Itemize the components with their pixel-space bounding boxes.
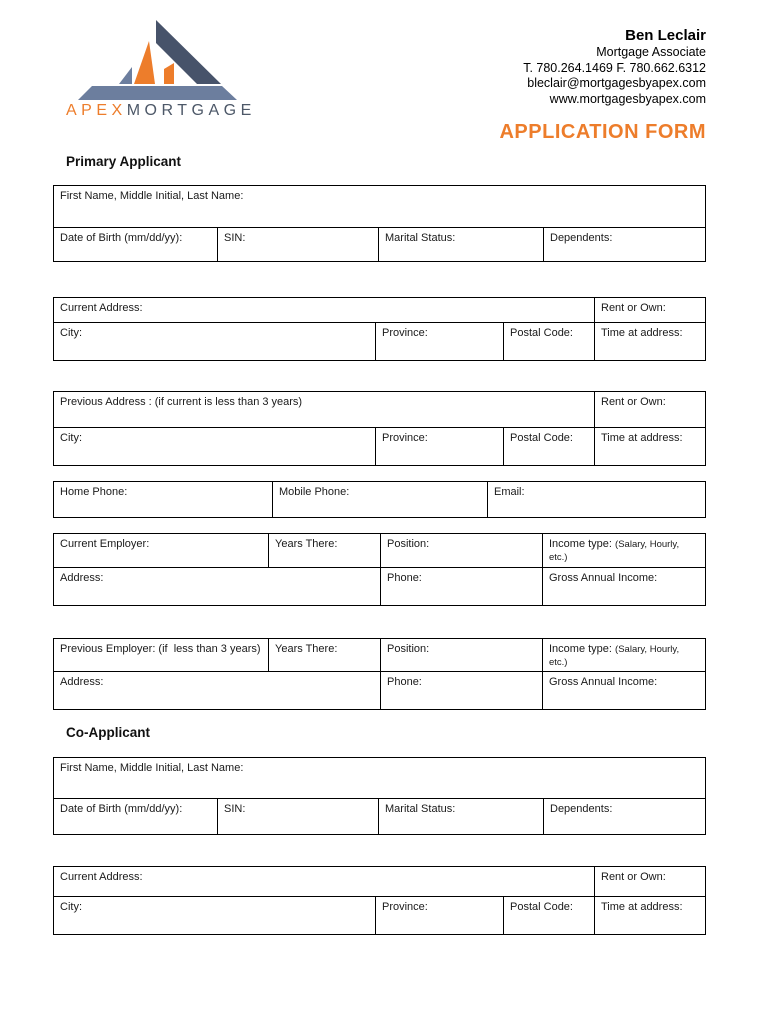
field-rent-or-own[interactable] [595,298,705,323]
field-label: Postal Code: [510,432,573,444]
field-label: Date of Birth (mm/dd/yy): [60,803,183,815]
field-sin[interactable] [218,228,379,261]
field-label: Postal Code: [510,327,573,339]
field-label: Province: [382,901,428,913]
field-label: First Name, Middle Initial, Last Name: [60,190,244,202]
field-previous-employer[interactable] [54,639,269,672]
co-applicant-heading: Co-Applicant [66,725,150,740]
primary-applicant-heading: Primary Applicant [66,154,182,169]
co-field-rent-or-own[interactable] [595,867,705,897]
field-label: SIN: [224,803,246,815]
field-label: Previous Employer: (if less than 3 years) [60,643,261,655]
logo-base-strip-shape [78,86,237,100]
field-label: Home Phone: [60,486,128,498]
field-label: Gross Annual Income: [549,676,658,688]
field-label: Income type: [549,643,612,655]
field-label: Marital Status: [385,232,456,244]
co-field-province[interactable] [376,897,504,934]
field-city[interactable] [54,428,376,465]
agent-phone-fax: T. 780.264.1469 F. 780.662.6312 [523,60,706,75]
brand-mortgage-text: MORTGAGE [126,102,256,119]
primary-name-table [53,185,706,262]
co-current-address-table [53,866,706,935]
logo-large-triangle-shape [134,41,155,84]
contact-block [523,27,706,107]
logo-small-triangle-shape [119,67,132,84]
field-position[interactable] [381,639,543,672]
field-email[interactable] [488,482,705,517]
field-employer-phone[interactable] [381,568,543,605]
field-label: Date of Birth (mm/dd/yy): [60,232,183,244]
field-label: Mobile Phone: [279,486,350,498]
field-label: Rent or Own: [601,871,666,883]
field-dependents[interactable] [544,228,705,261]
co-field-dependents[interactable] [544,799,705,834]
field-label: City: [60,327,82,339]
field-home-phone[interactable] [54,482,273,517]
field-postal-code[interactable] [504,323,595,360]
field-label: Time at address: [601,901,683,913]
field-city[interactable] [54,323,376,360]
field-position[interactable] [381,534,543,568]
field-marital-status[interactable] [379,228,544,261]
co-field-postal-code[interactable] [504,897,595,934]
primary-previous-address-table [53,391,706,466]
co-field-marital-status[interactable] [379,799,544,834]
field-label: First Name, Middle Initial, Last Name: [60,762,244,774]
field-label: Years There: [275,538,338,550]
form-title: APPLICATION FORM [499,121,706,143]
brand-wordmark [66,102,256,120]
field-label: Email: [494,486,525,498]
co-field-city[interactable] [54,897,376,934]
field-time-at-address[interactable] [595,428,705,465]
field-current-address[interactable] [54,298,595,323]
field-province[interactable] [376,428,504,465]
agent-name: Ben Leclair [625,27,706,44]
field-label: Postal Code: [510,901,573,913]
field-label: Dependents: [550,803,613,815]
co-field-first-middle-last-name[interactable] [54,758,705,799]
field-label: Address: [60,676,104,688]
primary-current-employer-table [53,533,706,606]
field-mobile-phone[interactable] [273,482,488,517]
co-field-time-at-address[interactable] [595,897,705,934]
field-label-hint: (Salary, Hourly, etc.) [549,539,682,563]
field-income-type[interactable] [543,639,705,672]
agent-website: www.mortgagesbyapex.com [549,91,706,106]
field-label: Time at address: [601,432,683,444]
field-date-of-birth[interactable] [54,228,218,261]
field-label: Current Employer: [60,538,150,550]
field-label: City: [60,432,82,444]
field-label: Phone: [387,676,422,688]
field-label-hint: (Salary, Hourly, etc.) [549,644,682,668]
brand-apex-text: APEX [66,102,127,119]
field-label: Current Address: [60,302,143,314]
primary-current-address-table [53,297,706,361]
field-years-there[interactable] [269,534,381,568]
field-label: Dependents: [550,232,613,244]
co-name-table [53,757,706,835]
apex-mortgage-logo [76,14,241,102]
field-province[interactable] [376,323,504,360]
field-rent-or-own[interactable] [595,392,705,428]
co-field-date-of-birth[interactable] [54,799,218,834]
field-years-there[interactable] [269,639,381,672]
primary-phone-table [53,481,706,518]
logo-bar-shape [164,63,174,84]
field-label: Position: [387,643,430,655]
field-label: Gross Annual Income: [549,572,658,584]
field-current-employer[interactable] [54,534,269,568]
field-label: SIN: [224,232,246,244]
field-label: Time at address: [601,327,683,339]
field-label: City: [60,901,82,913]
field-label: Years There: [275,643,338,655]
field-label: Phone: [387,572,422,584]
field-first-middle-last-name[interactable] [54,186,705,228]
field-label: Rent or Own: [601,396,666,408]
field-label: Province: [382,327,428,339]
co-field-current-address[interactable] [54,867,595,897]
field-postal-code[interactable] [504,428,595,465]
field-previous-address[interactable] [54,392,595,428]
field-gross-annual-income[interactable] [543,672,705,709]
field-label: Marital Status: [385,803,456,815]
co-field-sin[interactable] [218,799,379,834]
field-employer-phone[interactable] [381,672,543,709]
agent-email: bleclair@mortgagesbyapex.com [527,76,706,90]
field-label: Rent or Own: [601,302,666,314]
field-time-at-address[interactable] [595,323,705,360]
field-label: Province: [382,432,428,444]
agent-title: Mortgage Associate [596,45,706,59]
field-label: Current Address: [60,871,143,883]
field-employer-address[interactable] [54,672,381,709]
field-gross-annual-income[interactable] [543,568,705,605]
field-label: Position: [387,538,430,550]
field-label: Income type: [549,538,612,550]
field-label: Previous Address : (if current is less than 3 years) [60,396,303,408]
primary-previous-employer-table [53,638,706,710]
field-label: Address: [60,572,104,584]
field-income-type[interactable] [543,534,705,568]
field-employer-address[interactable] [54,568,381,605]
